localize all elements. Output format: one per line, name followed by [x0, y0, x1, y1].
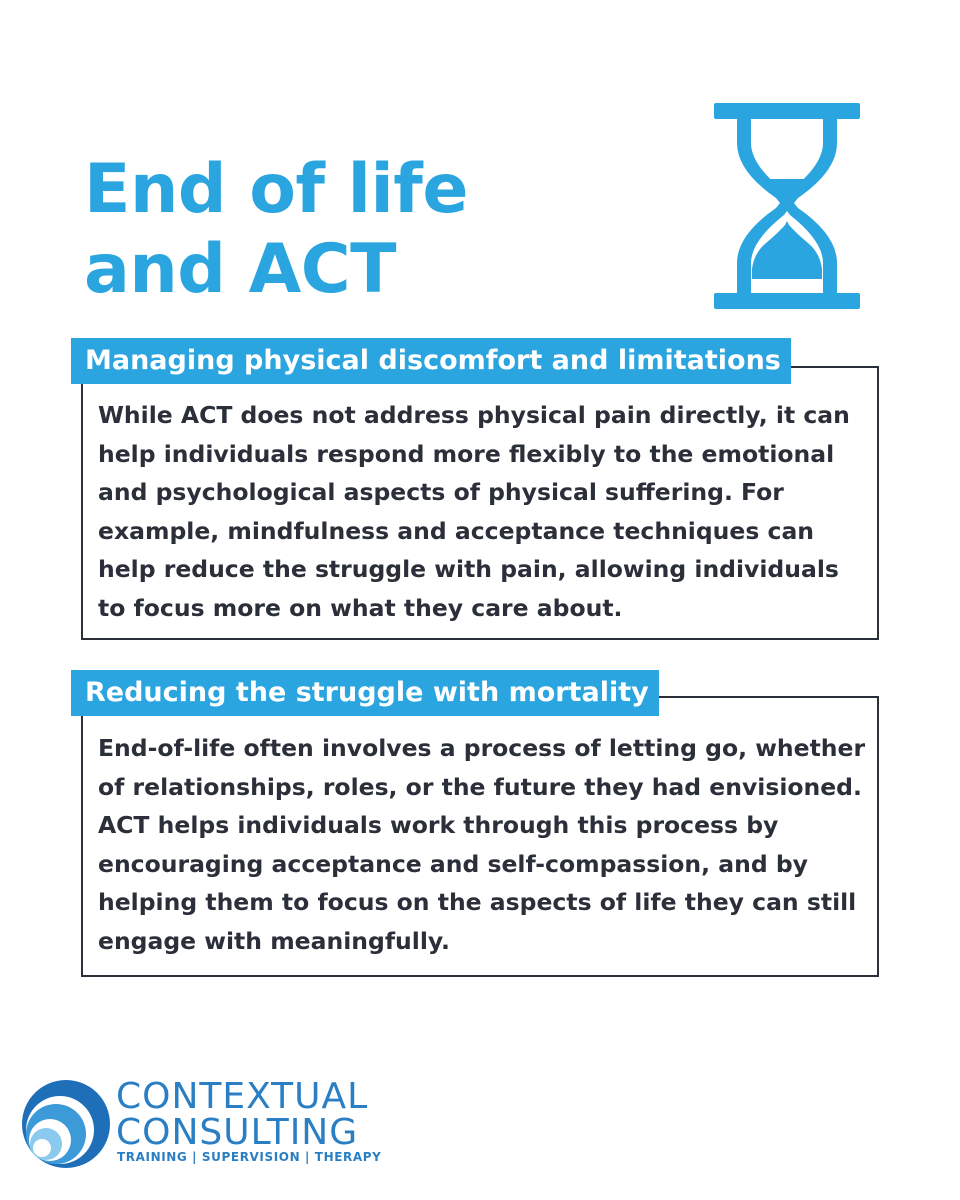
title-line-1: End of life: [84, 150, 469, 229]
hourglass-icon: [714, 103, 860, 309]
page-title: [84, 150, 468, 310]
section-heading-mortality: Reducing the struggle with mortality: [71, 670, 659, 716]
section-body-physical-discomfort: While ACT does not address physical pain directly, it can help individuals respond more flexibly to the emotional and psychological aspects of physical suffering. For example, mindfulness and acceptance techniques can help reduce the struggle with pain, allowing individuals to focus more on what they care about.: [98, 401, 850, 622]
contextual-consulting-logo: [20, 1076, 380, 1176]
logo-word-contextual: CONTEXTUAL: [116, 1076, 369, 1117]
section-heading-physical-discomfort: Managing physical discomfort and limitations: [71, 338, 791, 384]
logo-tagline: TRAINING | SUPERVISION | THERAPY: [117, 1150, 382, 1164]
logo-circles-icon: [20, 1078, 112, 1170]
logo-word-consulting: CONSULTING: [116, 1112, 359, 1153]
title-line-2: and ACT: [84, 230, 397, 309]
section-body-mortality: End-of-life often involves a process of letting go, whether of relationships, roles, or the future they had envisioned. ACT helps individuals work through this process by encouraging acceptance and self-compassion, and by helping them to focus on the aspects of life they can still engage with meaningfully.: [98, 734, 866, 955]
